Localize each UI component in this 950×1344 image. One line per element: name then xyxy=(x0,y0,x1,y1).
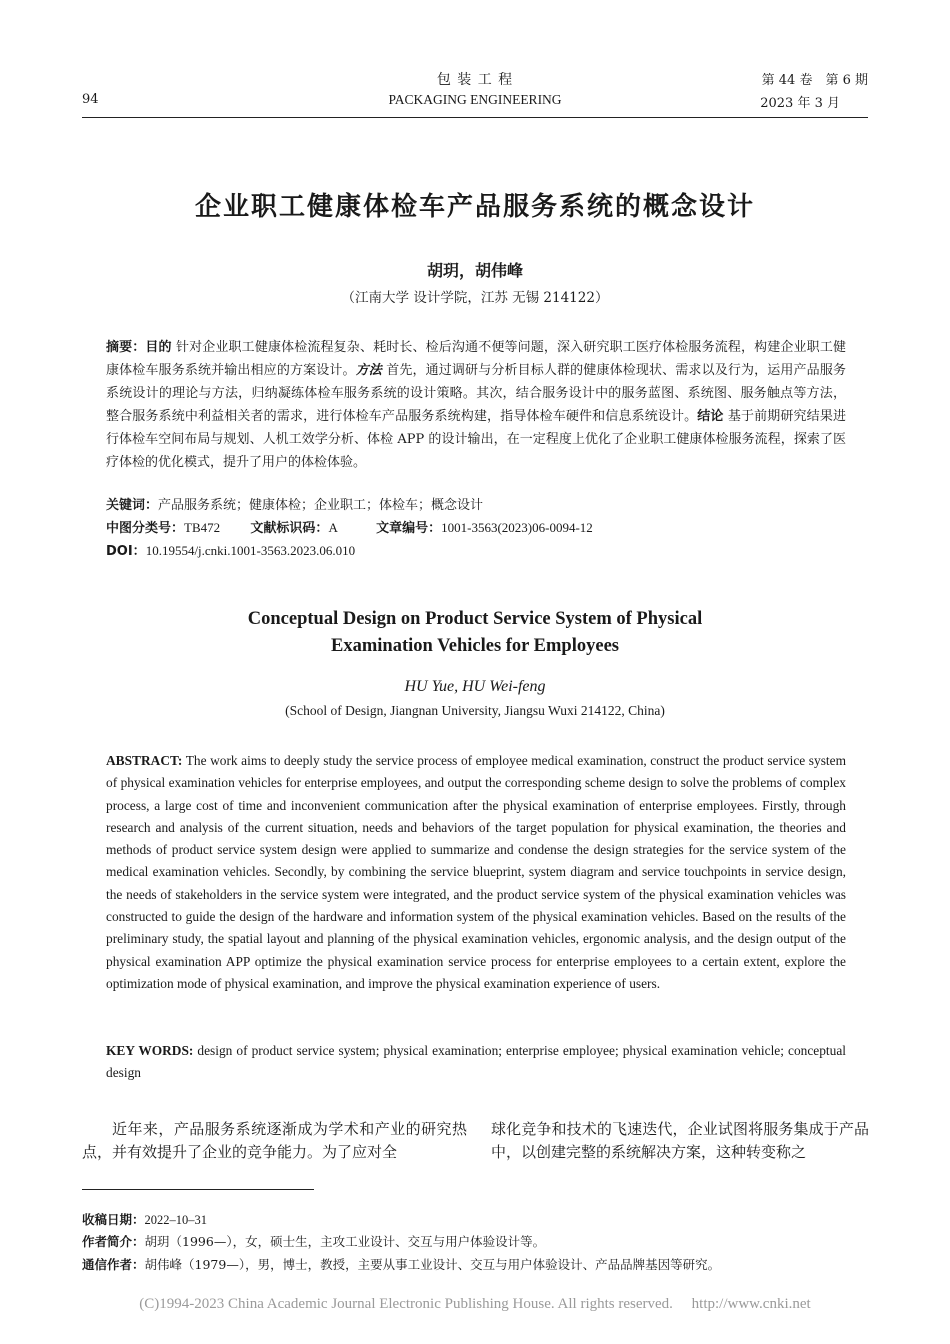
journal-name-en: PACKAGING ENGINEERING xyxy=(388,92,562,107)
corresponding-author-value: 胡伟峰（1979—），男，博士，教授，主要从事工业设计、交互与用户体验设计、产品品牌基因等研究。 xyxy=(144,1257,721,1272)
abstract-cn-method-text: 首先，通过调研与分析目标人群的健康体检现状、需求以及行为，运用产品服务系统设计的理论与方法，归纳凝练体检车服务系统的设计策略。其次，结合服务设计中的服务蓝图、系统图、服务触点等方法，整合服务系统中利益相关者的需求，进行体检车产品服务系统构建，指导体检车硬件和信息系统设计。 xyxy=(106,363,846,424)
abstract-cn-method-label: 方法 xyxy=(355,363,382,378)
keywords-en-text: design of product service system; physical examination; enterprise employee; physical examination vehicle; conceptual design xyxy=(106,1043,846,1081)
abstract-cn-purpose-text: 针对企业职工健康体检流程复杂、耗时长、检后沟通不便等问题，深入研究职工医疗体检服务流程，构建企业职工健康体检车服务系统并输出相应的方案设计。 xyxy=(106,340,846,378)
abstract-en-label: ABSTRACT: xyxy=(106,753,183,768)
clc-label: 中图分类号： xyxy=(106,521,185,536)
article-number-label: 文章编号： xyxy=(376,521,442,536)
paper-title-en-line2: Examination Vehicles for Employees xyxy=(331,636,619,656)
authors-en: HU Yue, HU Wei-feng xyxy=(404,678,546,695)
copyright-notice: (C)1994-2023 China Academic Journal Electronic Publishing House. All rights reserved. http://www.cnki.net xyxy=(139,1296,811,1312)
clc-value: TB472 xyxy=(184,520,221,535)
journal-volume: 第 44 卷 第 6 期 xyxy=(761,73,868,88)
received-label: 收稿日期： xyxy=(82,1212,145,1227)
doc-code-value: A xyxy=(328,520,338,535)
author-bio-label: 作者简介： xyxy=(82,1234,145,1249)
paper-title-en xyxy=(0,606,950,660)
keywords-cn-text: 产品服务系统；健康体检；企业职工；体检车；概念设计 xyxy=(158,498,484,513)
author-bio-value: 胡玥（1996—），女，硕士生，主攻工业设计、交互与用户体验设计等。 xyxy=(144,1234,546,1249)
doc-code-label: 文献标识码： xyxy=(250,521,329,536)
keywords-cn xyxy=(106,494,866,513)
abstract-cn-conclusion-text: 基于前期研究结果进行体检车空间布局与规划、人机工效学分析、体检 APP 的设计输出，在一定程度上优化了企业职工健康体检服务流程，探索了医疗体检的优化模式，提升了用户的体检体验。 xyxy=(106,409,846,470)
affiliation-en: (School of Design, Jiangnan University, Jiangsu Wuxi 214122, China) xyxy=(285,703,665,718)
issue-date: 2023 年 3 月 xyxy=(760,96,840,111)
body-column-right: 球化竞争和技术的飞速迭代，企业试图将服务集成于产品中，以创建完整的系统解决方案，这种转变称之 xyxy=(491,1120,869,1161)
affiliation-cn: （江南大学 设计学院，江苏 无锡 214122） xyxy=(341,290,609,306)
doi-label: DOI： xyxy=(106,544,146,559)
keywords-en xyxy=(106,1040,846,1085)
journal-name-cn: 包 装 工 程 xyxy=(436,72,514,88)
body-column-left: 近年来，产品服务系统逐渐成为学术和产业的研究热点，并有效提升了企业的竞争能力。为了应对全 xyxy=(82,1120,467,1161)
footnote-rule xyxy=(82,1189,314,1190)
keywords-cn-label: 关键词： xyxy=(106,498,159,513)
paper-title-cn: 企业职工健康体检车产品服务系统的概念设计 xyxy=(194,192,755,222)
abstract-cn xyxy=(106,336,846,474)
corresponding-author xyxy=(82,1255,720,1273)
header-rule xyxy=(82,117,868,118)
doi-line xyxy=(106,540,866,559)
doi-value[interactable]: 10.19554/j.cnki.1001-3563.2023.06.010 xyxy=(145,543,356,558)
abstract-en-text: The work aims to deeply study the service process of employee medical examination, construct the product service system of physical examination vehicles for enterprise employees, and output the corresponding scheme design to solve the problems of complex process, a large cost of time and inconvenient communication after the physical examination of enterprise employees. Firstly, through research and analysis of the current situation, needs and behaviors of the target population for physical examination, the theories and methods of product service system design were applied to summarize and condense the design strategies for the service system of the medical examination vehicles. Secondly, by combining the service blueprint, system diagram and service touchpoints in service design, the needs of stakeholders in the service system were integrated, and the product service system of the physical examination vehicles was constructed to guide the design of the hardware and information system of the physical examination vehicles. Based on the results of the preliminary study, the spatial layout and planning of the physical examination vehicles, ergonomic analysis, and the design output of the physical examination APP optimize the physical examination service process for enterprise employees to a certain extent, explore the optimization mode of physical examination, and improve the physical examination experience of users. xyxy=(106,753,847,991)
paper-title-en-line1: Conceptual Design on Product Service System of Physical xyxy=(247,609,703,629)
abstract-cn-conclusion-label: 结论 xyxy=(697,409,724,424)
keywords-en-label: KEY WORDS: xyxy=(106,1043,194,1058)
abstract-cn-purpose-label: 目的 xyxy=(145,340,172,355)
article-number-value: 1001-3563(2023)06-0094-12 xyxy=(441,520,593,535)
author-bio xyxy=(82,1232,545,1250)
corresponding-author-label: 通信作者： xyxy=(82,1257,145,1272)
page-number: 94 xyxy=(82,92,99,107)
abstract-en xyxy=(106,750,846,995)
received-value: 2022–10–31 xyxy=(144,1213,208,1227)
abstract-cn-label: 摘要： xyxy=(106,340,146,355)
authors-cn: 胡玥，胡伟峰 xyxy=(426,261,523,280)
received-date xyxy=(82,1210,207,1228)
classification-line xyxy=(106,517,866,536)
